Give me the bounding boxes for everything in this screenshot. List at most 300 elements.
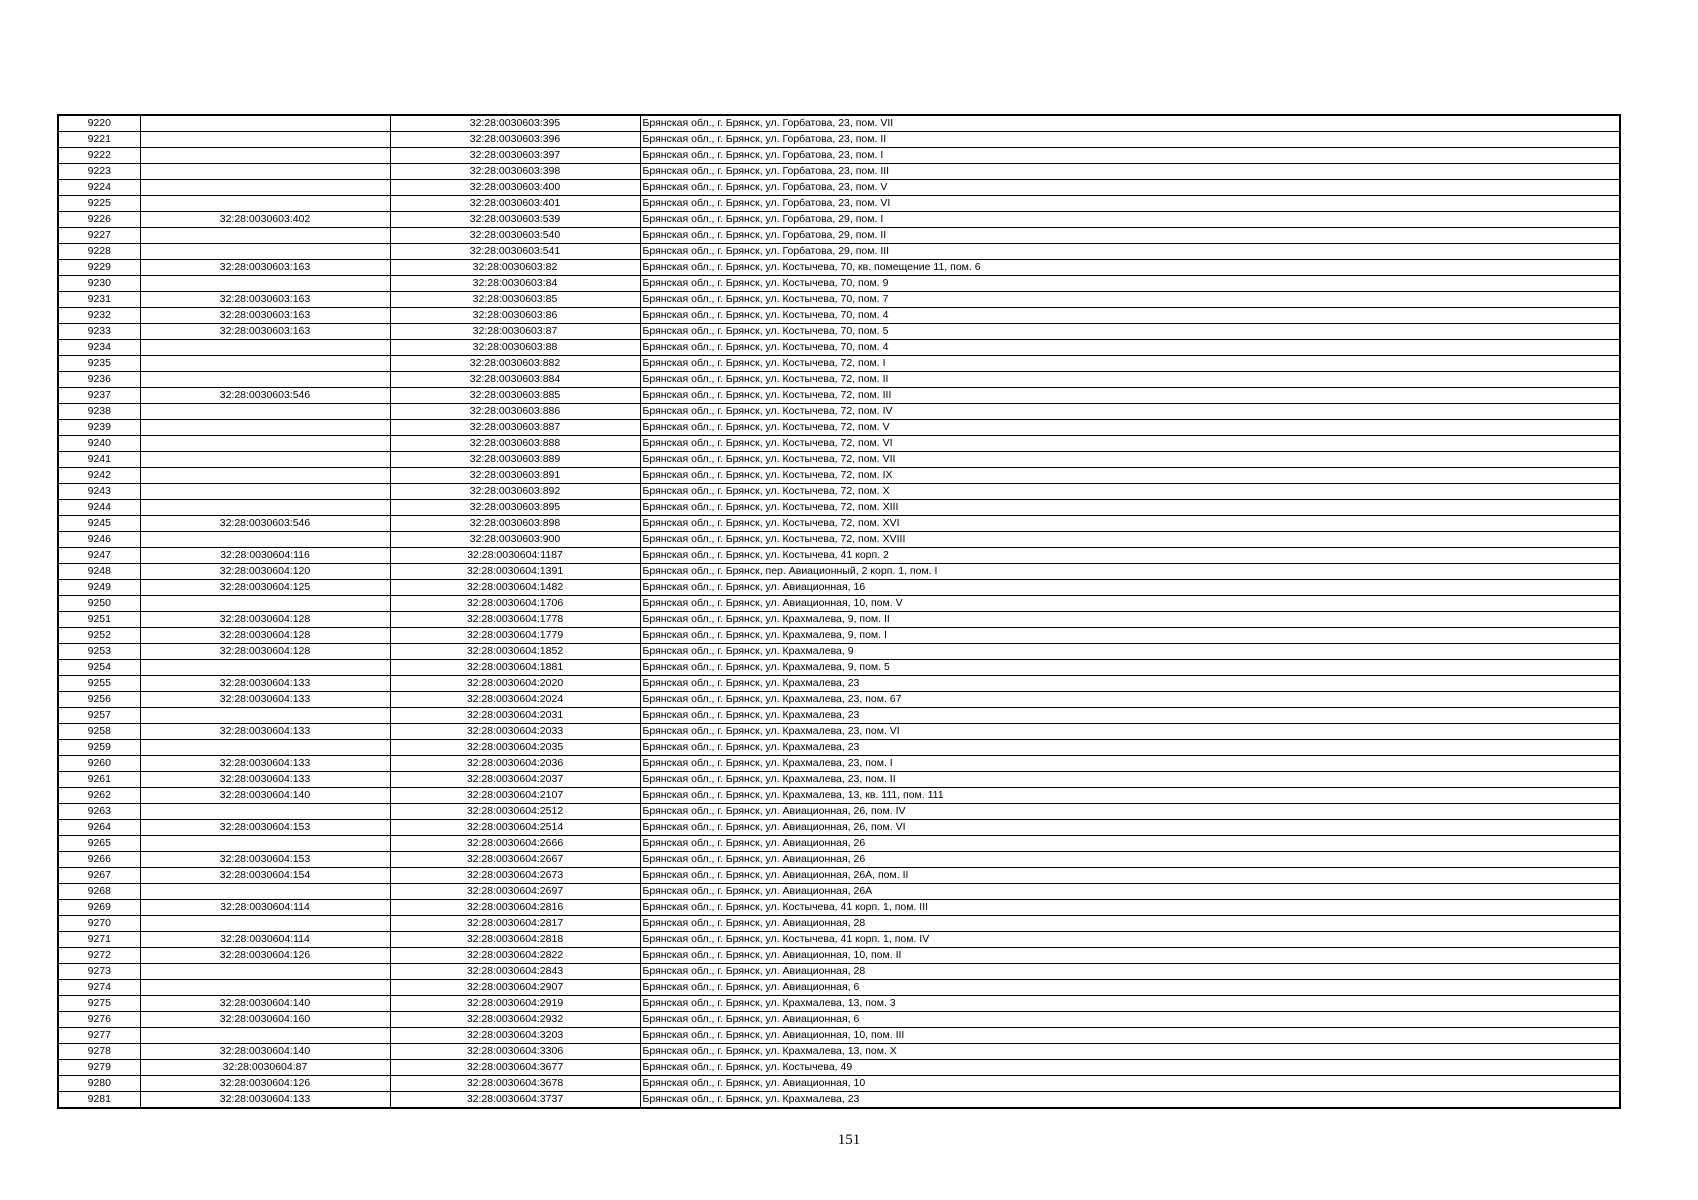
address-cell: Брянская обл., г. Брянск, ул. Авиационная, 6 bbox=[640, 1012, 1620, 1028]
cadastral-number-cell: 32:28:0030604:3203 bbox=[390, 1028, 640, 1044]
table-row bbox=[58, 532, 1620, 548]
address-cell: Брянская обл., г. Брянск, ул. Крахмалева, 9 bbox=[640, 644, 1620, 660]
address-cell: Брянская обл., г. Брянск, ул. Крахмалева, 23, пом. VI bbox=[640, 724, 1620, 740]
cadastral-number-cell: 32:28:0030604:2024 bbox=[390, 692, 640, 708]
row-number-cell: 9262 bbox=[58, 788, 140, 804]
parent-cadastral-number-cell bbox=[140, 500, 390, 516]
cadastral-number-cell: 32:28:0030603:401 bbox=[390, 196, 640, 212]
row-number-cell: 9221 bbox=[58, 132, 140, 148]
address-cell: Брянская обл., г. Брянск, ул. Крахмалева, 23, пом. I bbox=[640, 756, 1620, 772]
address-cell: Брянская обл., г. Брянск, ул. Горбатова, 23, пом. VII bbox=[640, 115, 1620, 132]
address-cell: Брянская обл., г. Брянск, ул. Крахмалева, 9, пом. 5 bbox=[640, 660, 1620, 676]
row-number-cell: 9260 bbox=[58, 756, 140, 772]
address-cell: Брянская обл., г. Брянск, ул. Авиационная, 10 bbox=[640, 1076, 1620, 1092]
address-cell: Брянская обл., г. Брянск, ул. Костычева, 72, пом. XIII bbox=[640, 500, 1620, 516]
row-number-cell: 9226 bbox=[58, 212, 140, 228]
parent-cadastral-number-cell: 32:28:0030604:133 bbox=[140, 692, 390, 708]
parent-cadastral-number-cell bbox=[140, 372, 390, 388]
address-cell: Брянская обл., г. Брянск, ул. Горбатова, 23, пом. V bbox=[640, 180, 1620, 196]
table-row bbox=[58, 740, 1620, 756]
parent-cadastral-number-cell: 32:28:0030604:126 bbox=[140, 1076, 390, 1092]
address-cell: Брянская обл., г. Брянск, ул. Костычева, 70, пом. 4 bbox=[640, 308, 1620, 324]
row-number-cell: 9279 bbox=[58, 1060, 140, 1076]
cadastral-number-cell: 32:28:0030604:3678 bbox=[390, 1076, 640, 1092]
table-row bbox=[58, 932, 1620, 948]
address-cell: Брянская обл., г. Брянск, ул. Костычева, 72, пом. IX bbox=[640, 468, 1620, 484]
cadastral-number-cell: 32:28:0030603:400 bbox=[390, 180, 640, 196]
table-row bbox=[58, 1028, 1620, 1044]
row-number-cell: 9250 bbox=[58, 596, 140, 612]
parent-cadastral-number-cell bbox=[140, 244, 390, 260]
cadastral-number-cell: 32:28:0030604:1778 bbox=[390, 612, 640, 628]
address-cell: Брянская обл., г. Брянск, ул. Горбатова, 23, пом. II bbox=[640, 132, 1620, 148]
address-cell: Брянская обл., г. Брянск, ул. Крахмалева, 13, пом. X bbox=[640, 1044, 1620, 1060]
address-cell: Брянская обл., г. Брянск, пер. Авиационный, 2 корп. 1, пом. I bbox=[640, 564, 1620, 580]
table-row bbox=[58, 324, 1620, 340]
address-cell: Брянская обл., г. Брянск, ул. Авиационная, 26А bbox=[640, 884, 1620, 900]
table-row bbox=[58, 404, 1620, 420]
row-number-cell: 9228 bbox=[58, 244, 140, 260]
cadastral-number-cell: 32:28:0030603:398 bbox=[390, 164, 640, 180]
parent-cadastral-number-cell: 32:28:0030604:140 bbox=[140, 788, 390, 804]
parent-cadastral-number-cell bbox=[140, 884, 390, 900]
address-cell: Брянская обл., г. Брянск, ул. Авиационная, 26, пом. IV bbox=[640, 804, 1620, 820]
table-row bbox=[58, 708, 1620, 724]
address-cell: Брянская обл., г. Брянск, ул. Костычева, 72, пом. VII bbox=[640, 452, 1620, 468]
cadastral-number-cell: 32:28:0030603:900 bbox=[390, 532, 640, 548]
cadastral-number-cell: 32:28:0030603:891 bbox=[390, 468, 640, 484]
parent-cadastral-number-cell bbox=[140, 1028, 390, 1044]
cadastral-number-cell: 32:28:0030603:540 bbox=[390, 228, 640, 244]
address-cell: Брянская обл., г. Брянск, ул. Костычева, 72, пом. XVI bbox=[640, 516, 1620, 532]
cadastral-number-cell: 32:28:0030603:82 bbox=[390, 260, 640, 276]
cadastral-number-cell: 32:28:0030604:1706 bbox=[390, 596, 640, 612]
registry-table-body bbox=[58, 115, 1620, 1108]
table-row bbox=[58, 596, 1620, 612]
address-cell: Брянская обл., г. Брянск, ул. Костычева, 72, пом. III bbox=[640, 388, 1620, 404]
address-cell: Брянская обл., г. Брянск, ул. Костычева, 70, пом. 4 bbox=[640, 340, 1620, 356]
cadastral-number-cell: 32:28:0030604:1852 bbox=[390, 644, 640, 660]
address-cell: Брянская обл., г. Брянск, ул. Костычева, 72, пом. IV bbox=[640, 404, 1620, 420]
parent-cadastral-number-cell bbox=[140, 836, 390, 852]
table-row bbox=[58, 484, 1620, 500]
cadastral-number-cell: 32:28:0030603:396 bbox=[390, 132, 640, 148]
cadastral-number-cell: 32:28:0030603:882 bbox=[390, 356, 640, 372]
parent-cadastral-number-cell: 32:28:0030603:163 bbox=[140, 292, 390, 308]
address-cell: Брянская обл., г. Брянск, ул. Крахмалева, 23, пом. 67 bbox=[640, 692, 1620, 708]
table-row bbox=[58, 148, 1620, 164]
address-cell: Брянская обл., г. Брянск, ул. Авиационная, 10, пом. III bbox=[640, 1028, 1620, 1044]
parent-cadastral-number-cell bbox=[140, 532, 390, 548]
table-row bbox=[58, 660, 1620, 676]
address-cell: Брянская обл., г. Брянск, ул. Авиационная, 26 bbox=[640, 852, 1620, 868]
table-row bbox=[58, 388, 1620, 404]
address-cell: Брянская обл., г. Брянск, ул. Крахмалева, 23 bbox=[640, 740, 1620, 756]
address-cell: Брянская обл., г. Брянск, ул. Костычева, 49 bbox=[640, 1060, 1620, 1076]
address-cell: Брянская обл., г. Брянск, ул. Горбатова, 23, пом. VI bbox=[640, 196, 1620, 212]
cadastral-number-cell: 32:28:0030603:889 bbox=[390, 452, 640, 468]
row-number-cell: 9233 bbox=[58, 324, 140, 340]
row-number-cell: 9252 bbox=[58, 628, 140, 644]
parent-cadastral-number-cell: 32:28:0030604:140 bbox=[140, 1044, 390, 1060]
cadastral-number-cell: 32:28:0030603:86 bbox=[390, 308, 640, 324]
row-number-cell: 9251 bbox=[58, 612, 140, 628]
table-row bbox=[58, 804, 1620, 820]
table-row bbox=[58, 356, 1620, 372]
row-number-cell: 9244 bbox=[58, 500, 140, 516]
address-cell: Брянская обл., г. Брянск, ул. Авиационная, 26, пом. VI bbox=[640, 820, 1620, 836]
address-cell: Брянская обл., г. Брянск, ул. Авиационная, 6 bbox=[640, 980, 1620, 996]
table-row bbox=[58, 180, 1620, 196]
cadastral-number-cell: 32:28:0030603:886 bbox=[390, 404, 640, 420]
parent-cadastral-number-cell bbox=[140, 596, 390, 612]
parent-cadastral-number-cell: 32:28:0030604:126 bbox=[140, 948, 390, 964]
parent-cadastral-number-cell: 32:28:0030604:125 bbox=[140, 580, 390, 596]
cadastral-number-cell: 32:28:0030603:397 bbox=[390, 148, 640, 164]
table-row bbox=[58, 628, 1620, 644]
row-number-cell: 9230 bbox=[58, 276, 140, 292]
parent-cadastral-number-cell: 32:28:0030604:140 bbox=[140, 996, 390, 1012]
address-cell: Брянская обл., г. Брянск, ул. Авиационная, 28 bbox=[640, 964, 1620, 980]
parent-cadastral-number-cell bbox=[140, 804, 390, 820]
row-number-cell: 9258 bbox=[58, 724, 140, 740]
cadastral-number-cell: 32:28:0030604:2818 bbox=[390, 932, 640, 948]
address-cell: Брянская обл., г. Брянск, ул. Костычева, 72, пом. V bbox=[640, 420, 1620, 436]
row-number-cell: 9259 bbox=[58, 740, 140, 756]
parent-cadastral-number-cell: 32:28:0030604:153 bbox=[140, 820, 390, 836]
row-number-cell: 9225 bbox=[58, 196, 140, 212]
cadastral-number-cell: 32:28:0030604:3737 bbox=[390, 1092, 640, 1109]
parent-cadastral-number-cell bbox=[140, 420, 390, 436]
cadastral-number-cell: 32:28:0030604:2822 bbox=[390, 948, 640, 964]
table-row bbox=[58, 1012, 1620, 1028]
cadastral-number-cell: 32:28:0030604:1881 bbox=[390, 660, 640, 676]
parent-cadastral-number-cell: 32:28:0030603:546 bbox=[140, 388, 390, 404]
table-row bbox=[58, 836, 1620, 852]
row-number-cell: 9237 bbox=[58, 388, 140, 404]
cadastral-number-cell: 32:28:0030603:887 bbox=[390, 420, 640, 436]
table-row bbox=[58, 948, 1620, 964]
row-number-cell: 9246 bbox=[58, 532, 140, 548]
cadastral-number-cell: 32:28:0030604:2036 bbox=[390, 756, 640, 772]
cadastral-number-cell: 32:28:0030604:2033 bbox=[390, 724, 640, 740]
row-number-cell: 9227 bbox=[58, 228, 140, 244]
parent-cadastral-number-cell: 32:28:0030604:128 bbox=[140, 628, 390, 644]
table-row bbox=[58, 612, 1620, 628]
table-row bbox=[58, 436, 1620, 452]
parent-cadastral-number-cell: 32:28:0030603:402 bbox=[140, 212, 390, 228]
row-number-cell: 9272 bbox=[58, 948, 140, 964]
address-cell: Брянская обл., г. Брянск, ул. Горбатова, 23, пом. III bbox=[640, 164, 1620, 180]
parent-cadastral-number-cell: 32:28:0030604:114 bbox=[140, 932, 390, 948]
parent-cadastral-number-cell bbox=[140, 115, 390, 132]
address-cell: Брянская обл., г. Брянск, ул. Костычева, 41 корп. 1, пом. IV bbox=[640, 932, 1620, 948]
table-row bbox=[58, 132, 1620, 148]
parent-cadastral-number-cell bbox=[140, 980, 390, 996]
address-cell: Брянская обл., г. Брянск, ул. Крахмалева, 13, кв. 111, пом. 111 bbox=[640, 788, 1620, 804]
address-cell: Брянская обл., г. Брянск, ул. Костычева, 72, пом. VI bbox=[640, 436, 1620, 452]
parent-cadastral-number-cell bbox=[140, 228, 390, 244]
cadastral-number-cell: 32:28:0030604:2907 bbox=[390, 980, 640, 996]
cadastral-number-cell: 32:28:0030604:2512 bbox=[390, 804, 640, 820]
address-cell: Брянская обл., г. Брянск, ул. Крахмалева, 9, пом. I bbox=[640, 628, 1620, 644]
table-row bbox=[58, 788, 1620, 804]
address-cell: Брянская обл., г. Брянск, ул. Костычева, 70, кв. помещение 11, пом. 6 bbox=[640, 260, 1620, 276]
row-number-cell: 9256 bbox=[58, 692, 140, 708]
row-number-cell: 9224 bbox=[58, 180, 140, 196]
table-row bbox=[58, 724, 1620, 740]
address-cell: Брянская обл., г. Брянск, ул. Авиационная, 16 bbox=[640, 580, 1620, 596]
table-row bbox=[58, 276, 1620, 292]
parent-cadastral-number-cell: 32:28:0030604:128 bbox=[140, 644, 390, 660]
table-row bbox=[58, 260, 1620, 276]
parent-cadastral-number-cell bbox=[140, 132, 390, 148]
cadastral-number-cell: 32:28:0030603:898 bbox=[390, 516, 640, 532]
row-number-cell: 9263 bbox=[58, 804, 140, 820]
row-number-cell: 9248 bbox=[58, 564, 140, 580]
row-number-cell: 9275 bbox=[58, 996, 140, 1012]
parent-cadastral-number-cell bbox=[140, 148, 390, 164]
row-number-cell: 9271 bbox=[58, 932, 140, 948]
parent-cadastral-number-cell: 32:28:0030604:116 bbox=[140, 548, 390, 564]
cadastral-number-cell: 32:28:0030604:2031 bbox=[390, 708, 640, 724]
cadastral-number-cell: 32:28:0030604:3677 bbox=[390, 1060, 640, 1076]
cadastral-number-cell: 32:28:0030603:539 bbox=[390, 212, 640, 228]
table-row bbox=[58, 1076, 1620, 1092]
row-number-cell: 9223 bbox=[58, 164, 140, 180]
row-number-cell: 9270 bbox=[58, 916, 140, 932]
row-number-cell: 9255 bbox=[58, 676, 140, 692]
address-cell: Брянская обл., г. Брянск, ул. Костычева, 72, пом. XVIII bbox=[640, 532, 1620, 548]
parent-cadastral-number-cell bbox=[140, 164, 390, 180]
table-row bbox=[58, 308, 1620, 324]
table-row bbox=[58, 676, 1620, 692]
table-row bbox=[58, 564, 1620, 580]
parent-cadastral-number-cell bbox=[140, 452, 390, 468]
row-number-cell: 9234 bbox=[58, 340, 140, 356]
cadastral-number-cell: 32:28:0030603:88 bbox=[390, 340, 640, 356]
cadastral-number-cell: 32:28:0030603:888 bbox=[390, 436, 640, 452]
table-row bbox=[58, 756, 1620, 772]
parent-cadastral-number-cell bbox=[140, 340, 390, 356]
parent-cadastral-number-cell bbox=[140, 356, 390, 372]
row-number-cell: 9267 bbox=[58, 868, 140, 884]
table-row bbox=[58, 964, 1620, 980]
address-cell: Брянская обл., г. Брянск, ул. Костычева, 70, пом. 9 bbox=[640, 276, 1620, 292]
address-cell: Брянская обл., г. Брянск, ул. Горбатова, 29, пом. I bbox=[640, 212, 1620, 228]
table-row bbox=[58, 580, 1620, 596]
cadastral-number-cell: 32:28:0030604:2037 bbox=[390, 772, 640, 788]
table-row bbox=[58, 868, 1620, 884]
parent-cadastral-number-cell bbox=[140, 196, 390, 212]
parent-cadastral-number-cell: 32:28:0030604:120 bbox=[140, 564, 390, 580]
parent-cadastral-number-cell bbox=[140, 180, 390, 196]
cadastral-number-cell: 32:28:0030604:1187 bbox=[390, 548, 640, 564]
row-number-cell: 9235 bbox=[58, 356, 140, 372]
table-row bbox=[58, 548, 1620, 564]
address-cell: Брянская обл., г. Брянск, ул. Костычева, 70, пом. 7 bbox=[640, 292, 1620, 308]
table-row bbox=[58, 1060, 1620, 1076]
cadastral-number-cell: 32:28:0030604:2035 bbox=[390, 740, 640, 756]
registry-table bbox=[57, 114, 1621, 1109]
parent-cadastral-number-cell: 32:28:0030603:546 bbox=[140, 516, 390, 532]
address-cell: Брянская обл., г. Брянск, ул. Авиационная, 10, пом. V bbox=[640, 596, 1620, 612]
table-row bbox=[58, 692, 1620, 708]
table-row bbox=[58, 420, 1620, 436]
table-row bbox=[58, 644, 1620, 660]
address-cell: Брянская обл., г. Брянск, ул. Костычева, 72, пом. X bbox=[640, 484, 1620, 500]
cadastral-number-cell: 32:28:0030604:2817 bbox=[390, 916, 640, 932]
table-row bbox=[58, 516, 1620, 532]
row-number-cell: 9253 bbox=[58, 644, 140, 660]
table-row bbox=[58, 884, 1620, 900]
cadastral-number-cell: 32:28:0030604:1779 bbox=[390, 628, 640, 644]
address-cell: Брянская обл., г. Брянск, ул. Крахмалева, 23, пом. II bbox=[640, 772, 1620, 788]
table-row bbox=[58, 1092, 1620, 1109]
table-row bbox=[58, 372, 1620, 388]
parent-cadastral-number-cell: 32:28:0030604:154 bbox=[140, 868, 390, 884]
address-cell: Брянская обл., г. Брянск, ул. Горбатова, 23, пом. I bbox=[640, 148, 1620, 164]
row-number-cell: 9257 bbox=[58, 708, 140, 724]
cadastral-number-cell: 32:28:0030603:541 bbox=[390, 244, 640, 260]
cadastral-number-cell: 32:28:0030604:2020 bbox=[390, 676, 640, 692]
cadastral-number-cell: 32:28:0030604:3306 bbox=[390, 1044, 640, 1060]
cadastral-number-cell: 32:28:0030604:2107 bbox=[390, 788, 640, 804]
table-row bbox=[58, 916, 1620, 932]
cadastral-number-cell: 32:28:0030603:84 bbox=[390, 276, 640, 292]
row-number-cell: 9273 bbox=[58, 964, 140, 980]
table-row bbox=[58, 1044, 1620, 1060]
cadastral-number-cell: 32:28:0030604:2667 bbox=[390, 852, 640, 868]
cadastral-number-cell: 32:28:0030604:1391 bbox=[390, 564, 640, 580]
cadastral-number-cell: 32:28:0030604:2816 bbox=[390, 900, 640, 916]
row-number-cell: 9242 bbox=[58, 468, 140, 484]
row-number-cell: 9266 bbox=[58, 852, 140, 868]
parent-cadastral-number-cell: 32:28:0030604:87 bbox=[140, 1060, 390, 1076]
parent-cadastral-number-cell: 32:28:0030604:160 bbox=[140, 1012, 390, 1028]
parent-cadastral-number-cell: 32:28:0030604:153 bbox=[140, 852, 390, 868]
cadastral-number-cell: 32:28:0030603:895 bbox=[390, 500, 640, 516]
address-cell: Брянская обл., г. Брянск, ул. Крахмалева, 9, пом. II bbox=[640, 612, 1620, 628]
row-number-cell: 9254 bbox=[58, 660, 140, 676]
row-number-cell: 9265 bbox=[58, 836, 140, 852]
parent-cadastral-number-cell: 32:28:0030604:128 bbox=[140, 612, 390, 628]
cadastral-number-cell: 32:28:0030603:885 bbox=[390, 388, 640, 404]
address-cell: Брянская обл., г. Брянск, ул. Авиационная, 28 bbox=[640, 916, 1620, 932]
row-number-cell: 9268 bbox=[58, 884, 140, 900]
cadastral-number-cell: 32:28:0030603:884 bbox=[390, 372, 640, 388]
table-row bbox=[58, 468, 1620, 484]
address-cell: Брянская обл., г. Брянск, ул. Костычева, 72, пом. II bbox=[640, 372, 1620, 388]
row-number-cell: 9240 bbox=[58, 436, 140, 452]
row-number-cell: 9276 bbox=[58, 1012, 140, 1028]
parent-cadastral-number-cell: 32:28:0030604:133 bbox=[140, 756, 390, 772]
address-cell: Брянская обл., г. Брянск, ул. Авиационная, 26 bbox=[640, 836, 1620, 852]
cadastral-number-cell: 32:28:0030603:87 bbox=[390, 324, 640, 340]
row-number-cell: 9231 bbox=[58, 292, 140, 308]
table-row bbox=[58, 292, 1620, 308]
cadastral-number-cell: 32:28:0030604:2514 bbox=[390, 820, 640, 836]
address-cell: Брянская обл., г. Брянск, ул. Авиационная, 10, пом. II bbox=[640, 948, 1620, 964]
cadastral-number-cell: 32:28:0030603:85 bbox=[390, 292, 640, 308]
table-row bbox=[58, 996, 1620, 1012]
row-number-cell: 9249 bbox=[58, 580, 140, 596]
parent-cadastral-number-cell: 32:28:0030604:133 bbox=[140, 1092, 390, 1109]
row-number-cell: 9278 bbox=[58, 1044, 140, 1060]
table-row bbox=[58, 900, 1620, 916]
table-row bbox=[58, 500, 1620, 516]
address-cell: Брянская обл., г. Брянск, ул. Горбатова, 29, пом. II bbox=[640, 228, 1620, 244]
row-number-cell: 9277 bbox=[58, 1028, 140, 1044]
table-row bbox=[58, 772, 1620, 788]
parent-cadastral-number-cell bbox=[140, 916, 390, 932]
parent-cadastral-number-cell bbox=[140, 964, 390, 980]
table-row bbox=[58, 820, 1620, 836]
row-number-cell: 9220 bbox=[58, 115, 140, 132]
parent-cadastral-number-cell bbox=[140, 708, 390, 724]
parent-cadastral-number-cell: 32:28:0030604:133 bbox=[140, 724, 390, 740]
cadastral-number-cell: 32:28:0030604:1482 bbox=[390, 580, 640, 596]
parent-cadastral-number-cell bbox=[140, 660, 390, 676]
row-number-cell: 9261 bbox=[58, 772, 140, 788]
table-row bbox=[58, 212, 1620, 228]
address-cell: Брянская обл., г. Брянск, ул. Костычева, 72, пом. I bbox=[640, 356, 1620, 372]
table-row bbox=[58, 164, 1620, 180]
cadastral-number-cell: 32:28:0030603:395 bbox=[390, 115, 640, 132]
cadastral-number-cell: 32:28:0030603:892 bbox=[390, 484, 640, 500]
address-cell: Брянская обл., г. Брянск, ул. Костычева, 70, пом. 5 bbox=[640, 324, 1620, 340]
table-row bbox=[58, 196, 1620, 212]
parent-cadastral-number-cell bbox=[140, 436, 390, 452]
table-row bbox=[58, 115, 1620, 132]
address-cell: Брянская обл., г. Брянск, ул. Крахмалева, 23 bbox=[640, 708, 1620, 724]
row-number-cell: 9281 bbox=[58, 1092, 140, 1109]
parent-cadastral-number-cell: 32:28:0030603:163 bbox=[140, 260, 390, 276]
row-number-cell: 9269 bbox=[58, 900, 140, 916]
address-cell: Брянская обл., г. Брянск, ул. Крахмалева, 23 bbox=[640, 1092, 1620, 1109]
cadastral-number-cell: 32:28:0030604:2673 bbox=[390, 868, 640, 884]
parent-cadastral-number-cell bbox=[140, 404, 390, 420]
address-cell: Брянская обл., г. Брянск, ул. Костычева, 41 корп. 2 bbox=[640, 548, 1620, 564]
cadastral-number-cell: 32:28:0030604:2919 bbox=[390, 996, 640, 1012]
cadastral-number-cell: 32:28:0030604:2932 bbox=[390, 1012, 640, 1028]
row-number-cell: 9229 bbox=[58, 260, 140, 276]
address-cell: Брянская обл., г. Брянск, ул. Горбатова, 29, пом. III bbox=[640, 244, 1620, 260]
cadastral-number-cell: 32:28:0030604:2666 bbox=[390, 836, 640, 852]
address-cell: Брянская обл., г. Брянск, ул. Костычева, 41 корп. 1, пом. III bbox=[640, 900, 1620, 916]
table-row bbox=[58, 228, 1620, 244]
row-number-cell: 9245 bbox=[58, 516, 140, 532]
row-number-cell: 9247 bbox=[58, 548, 140, 564]
parent-cadastral-number-cell: 32:28:0030604:114 bbox=[140, 900, 390, 916]
page-number: 151 bbox=[837, 1132, 861, 1148]
parent-cadastral-number-cell bbox=[140, 740, 390, 756]
row-number-cell: 9264 bbox=[58, 820, 140, 836]
row-number-cell: 9280 bbox=[58, 1076, 140, 1092]
row-number-cell: 9238 bbox=[58, 404, 140, 420]
parent-cadastral-number-cell: 32:28:0030603:163 bbox=[140, 308, 390, 324]
parent-cadastral-number-cell bbox=[140, 484, 390, 500]
parent-cadastral-number-cell bbox=[140, 468, 390, 484]
row-number-cell: 9232 bbox=[58, 308, 140, 324]
cadastral-number-cell: 32:28:0030604:2697 bbox=[390, 884, 640, 900]
row-number-cell: 9222 bbox=[58, 148, 140, 164]
parent-cadastral-number-cell: 32:28:0030604:133 bbox=[140, 772, 390, 788]
row-number-cell: 9243 bbox=[58, 484, 140, 500]
row-number-cell: 9236 bbox=[58, 372, 140, 388]
row-number-cell: 9239 bbox=[58, 420, 140, 436]
table-row bbox=[58, 452, 1620, 468]
